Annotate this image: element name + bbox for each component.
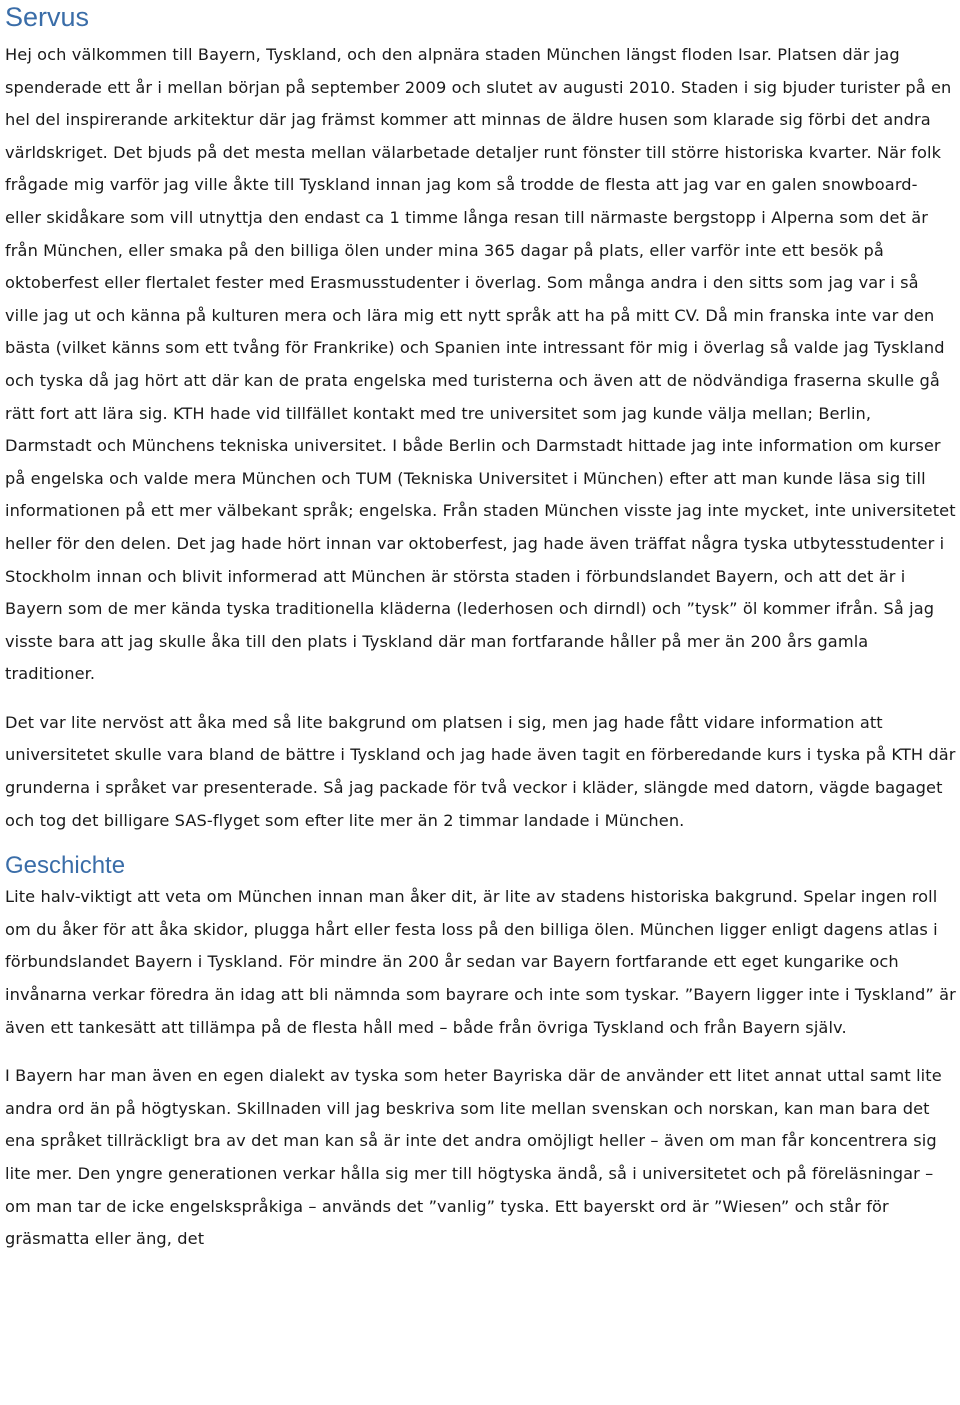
section-paragraph: Hej och välkommen till Bayern, Tyskland, och den alpnära staden München längst floden Isar. Platsen där jag spenderade ett år i mellan början på september 2009 och slutet av augusti 2010. Staden i sig bjuder turister på en hel del inspirerande arkitektur där jag främst kommer att minnas de äldre husen som klarade sig förbi det andra världskriget. Det bjuds på det mesta mellan välarbetade detaljer runt fönster till större historiska kvarter. När folk frågade mig varför jag ville åkte till Tyskland innan jag kom så trodde de flesta att jag var en galen snowboard- eller skidåkare som vill utnyttja den endast ca 1 timme långa resan till närmaste bergstopp i Alperna som det är från München, eller smaka på den billiga ölen under mina 365 dagar på plats, eller varför inte ett besök på oktoberfest eller flertalet fester med Erasmusstudenter i överlag. Som många andra i den sitts som jag var i så ville jag ut och känna på kulturen mera och lära mig ett nytt språk att ha på mitt CV. Då min franska inte var den bästa (vilket känns som ett tvång för Frankrike) och Spanien inte intressant för mig i överlag så valde jag Tyskland och tyska då jag hört att där kan de prata engelska med turisterna och även att de nödvändiga fraserna skulle gå rätt fort att lära sig. KTH hade vid tillfället kontakt med tre universitet som jag kunde välja mellan; Berlin, Darmstadt och Münchens tekniska universitet. I både Berlin och Darmstadt hittade jag inte information om kurser på engelska och valde mera München och TUM (Tekniska Universitet i München) efter att man kunde läsa sig till informationen på ett mer välbekant språk; engelska. Från staden München visste jag inte mycket, inte universitetet heller för den delen. Det jag hade hört innan var oktoberfest, jag hade även träffat några tyska utbytesstudenter i Stockholm innan och blivit informerad att München är största staden i förbundslandet Bayern, och att det är i Bayern som de mer kända tyska traditionella kläderna (lederhosen och dirndl) och ”tysk” öl kommer ifrån. Så jag visste bara att jag skulle åka till den plats i Tyskland där man fortfarande håller på mer än 200 års gamla traditioner. <box>5 45 956 684</box>
section-heading-servus: Servus <box>5 2 90 32</box>
document-page <box>5 0 957 1256</box>
section-paragraph: Lite halv-viktigt att veta om München innan man åker dit, är lite av stadens historiska bakgrund. Spelar ingen roll om du åker för att åka skidor, plugga hårt eller festa loss på den billiga ölen. München ligger enligt dagens atlas i förbundslandet Bayern i Tyskland. För mindre än 200 år sedan var Bayern fortfarande ett eget kungarike och invånarna verkar föredra än idag att bli nämnda som bayrare och inte som tyskar. ”Bayern ligger inte i Tyskland” är även ett tankesätt att tillämpa på de flesta håll med – både från övriga Tyskland och från Bayern själv. <box>5 887 956 1037</box>
section-heading-geschichte: Geschichte <box>5 852 126 880</box>
section-paragraph: Det var lite nervöst att åka med så lite bakgrund om platsen i sig, men jag hade fått vidare information att universitetet skulle vara bland de bättre i Tyskland och jag hade även tagit en förberedande kurs i tyska på KTH där grunderna i språket var presenterade. Så jag packade för två veckor i kläder, slängde med datorn, vägde bagaget och tog det billigare SAS-flyget som efter lite mer än 2 timmar landade i München. <box>5 712 956 830</box>
section-paragraph: I Bayern har man även en egen dialekt av tyska som heter Bayriska där de använder ett litet annat uttal samt lite andra ord än på högtyskan. Skillnaden vill jag beskriva som lite mellan svenskan och norskan, kan man bara det ena språket tillräckligt bra av det man kan så är inte det andra omöjligt heller – även om man får koncentrera sig lite mer. Den yngre generationen verkar hålla sig mer till högtyska ändå, så i universitetet och på föreläsningar – om man tar de icke engelskspråkiga – används det ”vanlig” tyska. Ett bayerskt ord är ”Wiesen” och står för gräsmatta eller äng, det <box>5 1066 942 1249</box>
